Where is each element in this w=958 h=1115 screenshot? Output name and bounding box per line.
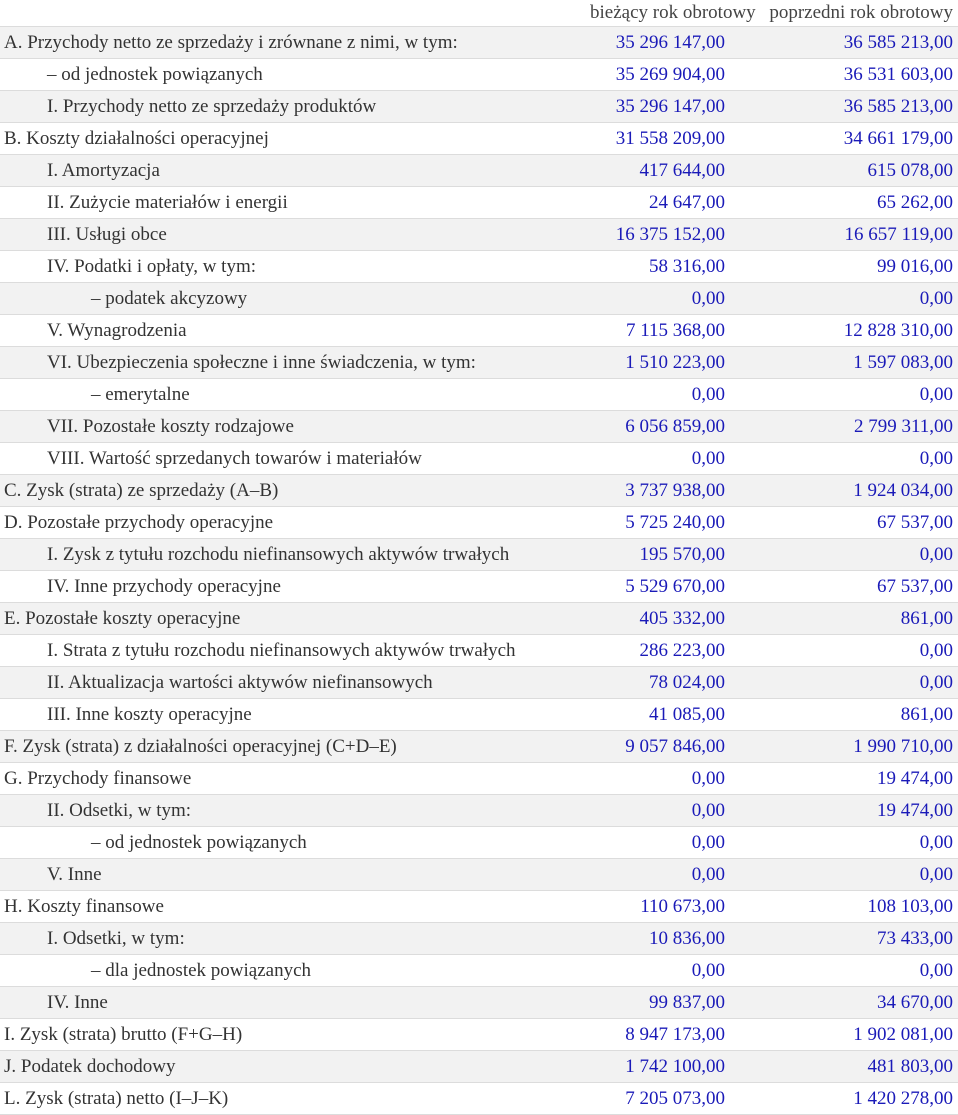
previous-year-value: 36 585 213,00 (730, 27, 958, 59)
row-label: III. Usługi obce (0, 219, 590, 251)
previous-year-value: 99 016,00 (730, 251, 958, 283)
row-label: B. Koszty działalności operacyjnej (0, 123, 590, 155)
previous-year-value: 861,00 (730, 699, 958, 731)
table-header (0, 0, 958, 27)
table-row (0, 1019, 958, 1051)
current-year-value: 110 673,00 (590, 891, 730, 923)
table-row (0, 475, 958, 507)
row-label: A. Przychody netto ze sprzedaży i zrównane z nimi, w tym: (0, 27, 590, 59)
table-row (0, 1083, 958, 1115)
row-label: I. Zysk (strata) brutto (F+G–H) (0, 1019, 590, 1051)
previous-year-value: 615 078,00 (730, 155, 958, 187)
current-year-value: 5 725 240,00 (590, 507, 730, 539)
previous-year-value: 67 537,00 (730, 571, 958, 603)
table-row (0, 699, 958, 731)
header-previous-year: poprzedni rok obrotowy (769, 2, 953, 23)
previous-year-value: 0,00 (730, 379, 958, 411)
table-row (0, 187, 958, 219)
table-row (0, 27, 958, 59)
current-year-value: 195 570,00 (590, 539, 730, 571)
current-year-value: 24 647,00 (590, 187, 730, 219)
previous-year-value: 1 902 081,00 (730, 1019, 958, 1051)
table-row (0, 251, 958, 283)
row-label: L. Zysk (strata) netto (I–J–K) (0, 1083, 590, 1115)
row-label: I. Strata z tytułu rozchodu niefinansowych aktywów trwałych (0, 635, 590, 667)
previous-year-value: 0,00 (730, 635, 958, 667)
table-row (0, 347, 958, 379)
previous-year-value: 36 585 213,00 (730, 91, 958, 123)
table-row (0, 987, 958, 1019)
previous-year-value: 0,00 (730, 539, 958, 571)
row-label: II. Odsetki, w tym: (0, 795, 590, 827)
row-label: III. Inne koszty operacyjne (0, 699, 590, 731)
current-year-value: 0,00 (590, 795, 730, 827)
current-year-value: 0,00 (590, 379, 730, 411)
table-row (0, 411, 958, 443)
row-label: G. Przychody finansowe (0, 763, 590, 795)
previous-year-value: 65 262,00 (730, 187, 958, 219)
current-year-value: 0,00 (590, 443, 730, 475)
row-label: VI. Ubezpieczenia społeczne i inne świadczenia, w tym: (0, 347, 590, 379)
table-row (0, 923, 958, 955)
previous-year-value: 73 433,00 (730, 923, 958, 955)
row-label: – dla jednostek powiązanych (0, 955, 590, 987)
table-row (0, 763, 958, 795)
table-row (0, 1051, 958, 1083)
table-row (0, 539, 958, 571)
previous-year-value: 481 803,00 (730, 1051, 958, 1083)
current-year-value: 0,00 (590, 859, 730, 891)
current-year-value: 0,00 (590, 827, 730, 859)
row-label: I. Zysk z tytułu rozchodu niefinansowych aktywów trwałych (0, 539, 590, 571)
previous-year-value: 36 531 603,00 (730, 59, 958, 91)
current-year-value: 7 205 073,00 (590, 1083, 730, 1115)
current-year-value: 35 269 904,00 (590, 59, 730, 91)
previous-year-value: 861,00 (730, 603, 958, 635)
current-year-value: 35 296 147,00 (590, 27, 730, 59)
previous-year-value: 1 990 710,00 (730, 731, 958, 763)
current-year-value: 1 510 223,00 (590, 347, 730, 379)
row-label: I. Amortyzacja (0, 155, 590, 187)
table-row (0, 443, 958, 475)
current-year-value: 0,00 (590, 763, 730, 795)
row-label: V. Wynagrodzenia (0, 315, 590, 347)
previous-year-value: 2 799 311,00 (730, 411, 958, 443)
previous-year-value: 0,00 (730, 283, 958, 315)
current-year-value: 286 223,00 (590, 635, 730, 667)
current-year-value: 5 529 670,00 (590, 571, 730, 603)
current-year-value: 99 837,00 (590, 987, 730, 1019)
current-year-value: 35 296 147,00 (590, 91, 730, 123)
row-label: IV. Inne przychody operacyjne (0, 571, 590, 603)
current-year-value: 9 057 846,00 (590, 731, 730, 763)
table-row (0, 795, 958, 827)
table-row (0, 59, 958, 91)
previous-year-value: 19 474,00 (730, 795, 958, 827)
current-year-value: 10 836,00 (590, 923, 730, 955)
row-label: IV. Podatki i opłaty, w tym: (0, 251, 590, 283)
previous-year-value: 12 828 310,00 (730, 315, 958, 347)
row-label: VIII. Wartość sprzedanych towarów i materiałów (0, 443, 590, 475)
table-row (0, 571, 958, 603)
row-label: E. Pozostałe koszty operacyjne (0, 603, 590, 635)
table-row (0, 827, 958, 859)
row-label: VII. Pozostałe koszty rodzajowe (0, 411, 590, 443)
current-year-value: 0,00 (590, 955, 730, 987)
current-year-value: 7 115 368,00 (590, 315, 730, 347)
table-row (0, 315, 958, 347)
row-label: V. Inne (0, 859, 590, 891)
row-label: II. Aktualizacja wartości aktywów niefinansowych (0, 667, 590, 699)
current-year-value: 16 375 152,00 (590, 219, 730, 251)
row-label: F. Zysk (strata) z działalności operacyjnej (C+D–E) (0, 731, 590, 763)
previous-year-value: 19 474,00 (730, 763, 958, 795)
current-year-value: 0,00 (590, 283, 730, 315)
row-label: – od jednostek powiązanych (0, 827, 590, 859)
table-row (0, 667, 958, 699)
current-year-value: 417 644,00 (590, 155, 730, 187)
row-label: I. Przychody netto ze sprzedaży produktów (0, 91, 590, 123)
previous-year-value: 1 597 083,00 (730, 347, 958, 379)
row-label: C. Zysk (strata) ze sprzedaży (A–B) (0, 475, 590, 507)
table-row (0, 283, 958, 315)
header-row (0, 0, 958, 27)
table-row (0, 91, 958, 123)
current-year-value: 8 947 173,00 (590, 1019, 730, 1051)
row-label: – podatek akcyzowy (0, 283, 590, 315)
previous-year-value: 0,00 (730, 827, 958, 859)
table-row (0, 379, 958, 411)
previous-year-value: 67 537,00 (730, 507, 958, 539)
row-label: J. Podatek dochodowy (0, 1051, 590, 1083)
current-year-value: 1 742 100,00 (590, 1051, 730, 1083)
row-label: IV. Inne (0, 987, 590, 1019)
current-year-value: 41 085,00 (590, 699, 730, 731)
table-row (0, 731, 958, 763)
table-row (0, 603, 958, 635)
previous-year-value: 0,00 (730, 667, 958, 699)
previous-year-value: 1 420 278,00 (730, 1083, 958, 1115)
previous-year-value: 108 103,00 (730, 891, 958, 923)
previous-year-value: 0,00 (730, 443, 958, 475)
table-body (0, 27, 958, 1115)
row-label: – od jednostek powiązanych (0, 59, 590, 91)
table-row (0, 955, 958, 987)
table-row (0, 635, 958, 667)
row-label: D. Pozostałe przychody operacyjne (0, 507, 590, 539)
header-label-column (0, 0, 590, 27)
row-label: II. Zużycie materiałów i energii (0, 187, 590, 219)
row-label: – emerytalne (0, 379, 590, 411)
current-year-value: 405 332,00 (590, 603, 730, 635)
table-row (0, 507, 958, 539)
previous-year-value: 0,00 (730, 955, 958, 987)
previous-year-value: 34 661 179,00 (730, 123, 958, 155)
row-label: I. Odsetki, w tym: (0, 923, 590, 955)
current-year-value: 31 558 209,00 (590, 123, 730, 155)
previous-year-value: 1 924 034,00 (730, 475, 958, 507)
previous-year-value: 0,00 (730, 859, 958, 891)
table-row (0, 219, 958, 251)
table-row (0, 891, 958, 923)
table-row (0, 859, 958, 891)
previous-year-value: 16 657 119,00 (730, 219, 958, 251)
previous-year-value: 34 670,00 (730, 987, 958, 1019)
table-row (0, 123, 958, 155)
header-current-year: bieżący rok obrotowy (590, 2, 756, 23)
current-year-value: 6 056 859,00 (590, 411, 730, 443)
row-label: H. Koszty finansowe (0, 891, 590, 923)
current-year-value: 58 316,00 (590, 251, 730, 283)
current-year-value: 78 024,00 (590, 667, 730, 699)
table-row (0, 155, 958, 187)
current-year-value: 3 737 938,00 (590, 475, 730, 507)
